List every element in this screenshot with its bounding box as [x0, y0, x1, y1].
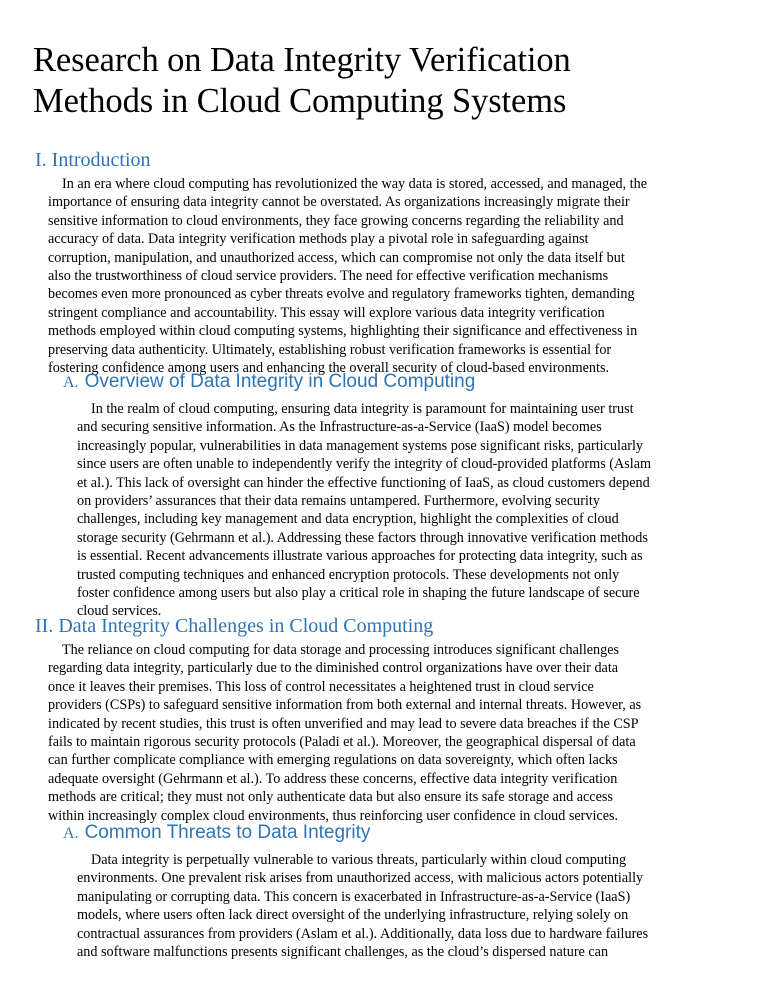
text-line: et al.). This lack of oversight can hinder the effective functioning of IaaS, as cloud customers depend — [77, 474, 650, 491]
text-line: corruption, manipulation, and unauthorized access, which can compromise not only the data itself but — [48, 249, 625, 266]
text-line: can further complicate compliance with emerging regulations on data sovereignty, which often lacks — [48, 752, 618, 769]
text-line: challenges, including key management and data encryption, highlight the complexities of cloud — [77, 511, 619, 528]
text-line: accuracy of data. Data integrity verification methods play a pivotal role in safeguarding against — [48, 231, 589, 248]
text-line: on providers’ assurances that their data remains untampered. Furthermore, evolving security — [77, 493, 600, 510]
subsection-heading-threats — [63, 822, 370, 844]
text-line: sensitive information to cloud environments, they face growing concerns regarding the reliability and — [48, 212, 624, 229]
subsection-number: A. — [63, 374, 79, 391]
text-line: Data integrity is perpetually vulnerable to various threats, particularly within cloud computing — [91, 852, 627, 868]
paragraph-threats — [77, 851, 648, 961]
text-line: preserving data authenticity. Ultimately, establishing robust verification frameworks is essential for — [48, 341, 612, 358]
text-line: becomes even more pronounced as cyber threats evolve and regulatory frameworks tighten, demanding — [48, 286, 635, 303]
section-title: Introduction — [51, 149, 151, 171]
text-line: and software malfunctions presents significant challenges, as the cloud’s dispersed nature can — [77, 944, 609, 961]
text-line: contractual assurances from providers (Aslam et al.). Additionally, data loss due to hardware failures — [77, 925, 649, 942]
paragraph-introduction — [48, 175, 647, 377]
paragraph-overview — [77, 400, 651, 621]
text-line: In the realm of cloud computing, ensuring data integrity is paramount for maintaining user trust — [91, 401, 634, 417]
text-line: providers (CSPs) to safeguard sensitive information from both external and internal threats. However, as — [48, 697, 642, 714]
text-line: stringent compliance and accountability. This essay will explore various data integrity verification — [48, 304, 605, 321]
text-line: and securing sensitive information. As the Infrastructure-as-a-Service (IaaS) model becomes — [77, 419, 602, 436]
title-line: Research on Data Integrity Verification — [33, 41, 571, 79]
section-title: Data Integrity Challenges in Cloud Computing — [58, 615, 434, 637]
text-line: importance of ensuring data integrity cannot be overstated. As organizations increasingly migrate their — [48, 194, 630, 211]
text-line: models, where users often lack direct oversight of the underlying infrastructure, relying solely on — [77, 907, 629, 924]
text-line: methods employed within cloud computing systems, highlighting their significance and effectiveness in — [48, 323, 638, 340]
subsection-title: Overview of Data Integrity in Cloud Computing — [84, 371, 476, 392]
subsection-heading-overview — [63, 371, 475, 393]
text-line: environments. One prevalent risk arises from unauthorized access, with malicious actors potentially — [77, 870, 644, 887]
section-number: II. — [35, 615, 54, 637]
section-heading-introduction — [35, 148, 151, 172]
text-line: adequate oversight (Gehrmann et al.). To address these concerns, effective data integrity verification — [48, 770, 618, 787]
text-line: within increasingly complex cloud environments, thus reinforcing user confidence in cloud services. — [48, 807, 619, 824]
text-line: The reliance on cloud computing for data storage and processing introduces significant challenges — [62, 642, 620, 658]
text-line: storage security (Gehrmann et al.). Addressing these factors through innovative verification methods — [77, 529, 648, 546]
text-line: regarding data integrity, particularly due to the diminished control organizations have over their data — [48, 660, 619, 677]
section-number: I. — [35, 149, 47, 171]
paragraph-challenges — [48, 641, 641, 825]
text-line: indicated by recent studies, this trust is often unverified and may lead to severe data breaches if the CSP — [48, 715, 639, 732]
subsection-number: A. — [63, 825, 79, 842]
text-line: fails to maintain rigorous security protocols (Paladi et al.). Moreover, the geographical dispersal of data — [48, 734, 636, 751]
section-heading-challenges — [35, 614, 433, 638]
title-line: Methods in Cloud Computing Systems — [33, 82, 567, 120]
text-line: once it leaves their premises. This loss of control necessitates a heightened trust in cloud service — [48, 678, 594, 695]
subsection-title: Common Threats to Data Integrity — [84, 822, 371, 843]
text-line: foster confidence among users but also play a critical role in shaping the future landscape of secure — [77, 585, 640, 602]
text-line: since users are often unable to independently verify the integrity of cloud-provided platforms (Aslam — [77, 456, 652, 473]
text-line: cloud services. — [77, 603, 162, 620]
text-line: methods are critical; they must not only authenticate data but also ensure its safe storage and access — [48, 789, 613, 806]
document-title — [33, 40, 733, 122]
text-line: increasingly popular, vulnerabilities in data management systems pose significant risks, particularly — [77, 437, 643, 454]
text-line: is essential. Recent advancements illustrate various approaches for protecting data integrity, such as — [77, 548, 643, 565]
text-line: trusted computing techniques and enhanced encryption protocols. These developments not only — [77, 566, 620, 583]
text-line: also the trustworthiness of cloud service providers. The need for effective verification mechanisms — [48, 268, 609, 285]
text-line: In an era where cloud computing has revolutionized the way data is stored, accessed, and managed, the — [62, 176, 648, 192]
text-line: fostering confidence among users and enhancing the overall security of cloud-based environments. — [48, 360, 610, 377]
text-line: manipulating or corrupting data. This concern is exacerbated in Infrastructure-as-a-Service (IaaS) — [77, 888, 631, 905]
